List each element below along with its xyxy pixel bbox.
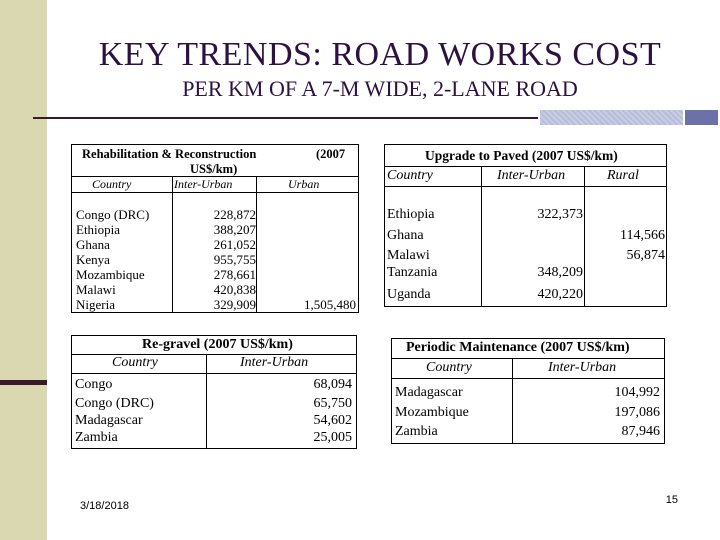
- upgrade-header-country: Country: [387, 168, 433, 183]
- rehab-col-divider: [172, 176, 173, 312]
- slide-date: 3/18/2018: [80, 500, 129, 512]
- rehab-table: [71, 144, 359, 313]
- maintenance-header-country: Country: [426, 360, 472, 375]
- table-row-value: 65,750: [313, 396, 352, 411]
- table-row-country: Congo (DRC): [76, 207, 150, 222]
- table-row-country: Ethiopia: [387, 207, 435, 222]
- table-row-country: Zambia: [75, 430, 118, 445]
- slide-title: KEY TRENDS: ROAD WORKS COST: [98, 36, 662, 73]
- maintenance-title-rule: [392, 358, 664, 359]
- upgrade-title: Upgrade to Paved (2007 US$/km): [425, 148, 618, 163]
- maintenance-table: [391, 338, 665, 444]
- upgrade-col-divider: [481, 166, 482, 306]
- table-row-value: 420,220: [537, 287, 583, 302]
- upgrade-header-rule: [385, 186, 666, 187]
- rehab-title-year: (2007: [316, 147, 346, 161]
- table-row-value: 261,052: [213, 237, 256, 252]
- regravel-header-interurban: Inter-Urban: [240, 355, 309, 370]
- table-row-value: 955,755: [213, 252, 256, 267]
- regravel-table: [71, 335, 357, 449]
- table-row-country: Malawi: [76, 282, 116, 297]
- table-row-country: Mozambique: [76, 267, 145, 282]
- table-row-country: Ethiopia: [76, 222, 121, 237]
- rehab-title: Rehabilitation & Reconstruction: [82, 147, 257, 161]
- table-row-value: 197,086: [614, 405, 660, 420]
- table-row-country: Congo: [75, 377, 113, 392]
- rehab-title-unit: US$/km): [190, 162, 238, 176]
- table-row-country: Nigeria: [76, 297, 115, 312]
- table-row-country: Malawi: [387, 248, 430, 263]
- regravel-header-country: Country: [112, 355, 158, 370]
- table-row-value-rural: 114,566: [620, 228, 665, 243]
- rehab-col-divider: [256, 176, 257, 312]
- rehab-header-country: Country: [92, 177, 132, 191]
- table-row-country: Ghana: [76, 237, 110, 252]
- slide-page-number: 15: [665, 494, 678, 506]
- table-row-value: 278,661: [213, 267, 256, 282]
- slide-subtitle: PER KM OF A 7-M WIDE, 2-LANE ROAD: [182, 76, 578, 101]
- table-row-country: Madagascar: [75, 413, 143, 428]
- left-accent-marker: [0, 380, 47, 385]
- regravel-header-rule: [72, 373, 356, 374]
- table-row-value: 87,946: [621, 424, 660, 439]
- table-row-value: 388,207: [213, 222, 256, 237]
- upgrade-header-interurban: Inter-Urban: [497, 168, 566, 183]
- table-row-value: 228,872: [213, 207, 256, 222]
- table-row-value: 54,602: [313, 413, 352, 428]
- table-row-country: Uganda: [387, 287, 431, 302]
- rehab-header-rule: [72, 192, 358, 193]
- table-row-country: Ghana: [387, 228, 424, 243]
- table-row-country: Madagascar: [395, 385, 463, 400]
- table-row-value: 322,373: [537, 207, 583, 222]
- table-row-value: 348,209: [537, 265, 583, 280]
- maintenance-col-divider: [512, 358, 513, 443]
- table-row-value: 68,094: [313, 377, 352, 392]
- regravel-col-divider: [206, 354, 207, 448]
- table-row-value: 420,838: [213, 282, 256, 297]
- table-row-value: 329,909: [213, 297, 256, 312]
- regravel-title: Re-gravel (2007 US$/km): [142, 337, 293, 352]
- upgrade-header-rural: Rural: [607, 168, 639, 183]
- table-row-country: Tanzania: [387, 265, 438, 280]
- table-row-value: 104,992: [614, 385, 660, 400]
- upgrade-title-rule: [385, 166, 666, 167]
- table-row-country: Kenya: [76, 252, 110, 267]
- maintenance-header-rule: [392, 378, 664, 379]
- divider-pattern-block: [540, 110, 683, 125]
- title-divider: [33, 117, 538, 119]
- rehab-header-urban: Urban: [288, 177, 320, 191]
- rehab-header-interurban: Inter-Urban: [174, 177, 233, 191]
- upgrade-col-divider: [584, 166, 585, 306]
- maintenance-title: Periodic Maintenance (2007 US$/km): [406, 340, 630, 355]
- table-row-country: Zambia: [395, 424, 438, 439]
- table-row-value-rural: 56,874: [626, 248, 665, 263]
- table-row-value-urban: 1,505,480: [304, 297, 356, 312]
- left-accent-bar: [0, 0, 47, 540]
- table-row-value: 25,005: [313, 430, 352, 445]
- table-row-country: Congo (DRC): [75, 396, 154, 411]
- upgrade-table: [384, 144, 667, 307]
- maintenance-header-interurban: Inter-Urban: [548, 360, 617, 375]
- table-row-country: Mozambique: [395, 405, 469, 420]
- divider-solid-block: [685, 110, 718, 125]
